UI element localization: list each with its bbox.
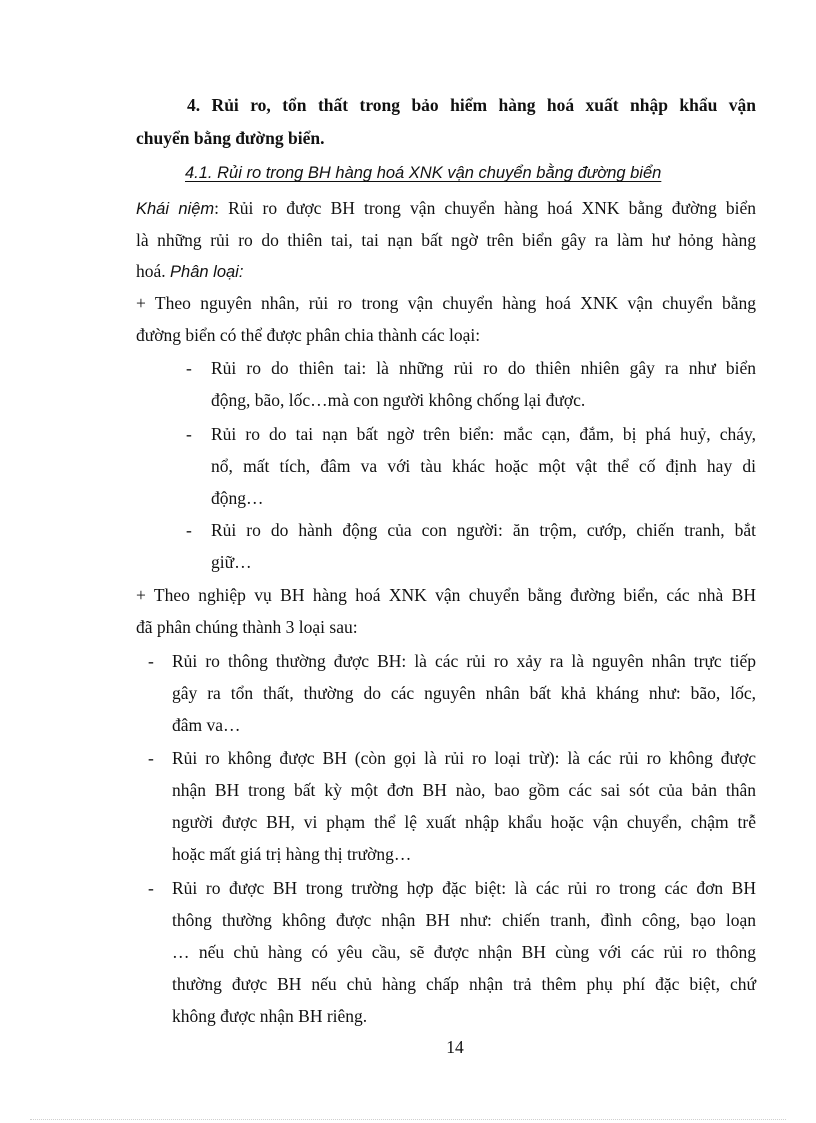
insurance-bullet-2-line-1: Rủi ro không được BH (còn gọi là rủi ro loại trừ): là các rủi ro không được xyxy=(172,748,756,768)
bullet-dash: - xyxy=(148,748,154,768)
cause-bullet-3-line-2: giữ… xyxy=(211,552,252,572)
bullet-dash: - xyxy=(148,878,154,898)
page-number: 14 xyxy=(446,1037,464,1057)
definition-label: Khái niệm xyxy=(136,200,215,218)
insurance-bullet-3-line-3: … nếu chủ hàng có yêu cầu, sẽ được nhận BH cùng với các rủi ro thông xyxy=(172,942,756,962)
cause-intro-line-1: + Theo nguyên nhân, rủi ro trong vận chuyển hàng hoá XNK vận chuyển bằng xyxy=(136,293,756,313)
definition-line-2: là những rủi ro do thiên tai, tai nạn bất ngờ trên biển gây ra làm hư hỏng hàng xyxy=(136,230,756,250)
insurance-intro-line-1: + Theo nghiệp vụ BH hàng hoá XNK vận chuyển bằng đường biển, các nhà BH xyxy=(136,585,756,605)
bullet-dash: - xyxy=(148,651,154,671)
insurance-bullet-3-line-1: Rủi ro được BH trong trường hợp đặc biệt: là các rủi ro trong các đơn BH xyxy=(172,878,756,898)
section-heading-line-1: 4. Rủi ro, tổn thất trong bảo hiểm hàng hoá xuất nhập khẩu vận xyxy=(187,95,756,115)
classification-label: Phân loại: xyxy=(170,263,244,281)
insurance-bullet-1-line-3: đâm va… xyxy=(172,715,241,735)
insurance-bullet-3-line-2: thông thường không được nhận BH như: chiến tranh, đình công, bạo loạn xyxy=(172,910,756,930)
footer-divider xyxy=(30,1119,786,1120)
cause-intro-line-2: đường biển có thể được phân chia thành các loại: xyxy=(136,325,481,345)
insurance-bullet-3-line-4: thường được BH nếu chủ hàng chấp nhận trả thêm phụ phí đặc biệt, chứ xyxy=(172,974,756,994)
cause-bullet-2-line-2: nổ, mất tích, đâm va với tàu khác hoặc một vật thể cố định hay di xyxy=(211,456,756,476)
definition-text: : Rủi ro được BH trong vận chuyển hàng hoá XNK bằng đường biển xyxy=(214,198,757,218)
bullet-dash: - xyxy=(186,424,192,444)
insurance-bullet-2-line-2: nhận BH trong bất kỳ một đơn BH nào, bao gồm các sai sót của bản thân xyxy=(172,780,756,800)
section-heading-line-2: chuyển bằng đường biển. xyxy=(136,128,325,148)
definition-line-1 xyxy=(136,196,756,221)
definition-line-3-start: hoá. xyxy=(136,261,171,281)
definition-line-3 xyxy=(136,259,243,284)
cause-bullet-3-line-1: Rủi ro do hành động của con người: ăn trộm, cướp, chiến tranh, bắt xyxy=(211,520,756,540)
insurance-bullet-2-line-3: người được BH, vi phạm thể lệ xuất nhập khẩu hoặc vận chuyển, chậm trễ xyxy=(172,812,756,832)
insurance-bullet-2-line-4: hoặc mất giá trị hàng thị trường… xyxy=(172,844,412,864)
insurance-bullet-1-line-2: gây ra tổn thất, thường do các nguyên nhân bất khả kháng như: bão, lốc, xyxy=(172,683,756,703)
subsection-heading: 4.1. Rủi ro trong BH hàng hoá XNK vận chuyển bằng đường biển xyxy=(185,164,662,182)
insurance-intro-line-2: đã phân chúng thành 3 loại sau: xyxy=(136,617,358,637)
cause-bullet-1-line-1: Rủi ro do thiên tai: là những rủi ro do thiên nhiên gây ra như biển xyxy=(211,358,756,378)
bullet-dash: - xyxy=(186,358,192,378)
insurance-bullet-1-line-1: Rủi ro thông thường được BH: là các rủi ro xảy ra là nguyên nhân trực tiếp xyxy=(172,651,756,671)
insurance-bullet-3-line-5: không được nhận BH riêng. xyxy=(172,1006,368,1026)
cause-bullet-2-line-3: động… xyxy=(211,488,264,508)
cause-bullet-2-line-1: Rủi ro do tai nạn bất ngờ trên biển: mắc cạn, đắm, bị phá huỷ, cháy, xyxy=(211,424,756,444)
cause-bullet-1-line-2: động, bão, lốc…mà con người không chống lại được. xyxy=(211,390,586,410)
bullet-dash: - xyxy=(186,520,192,540)
